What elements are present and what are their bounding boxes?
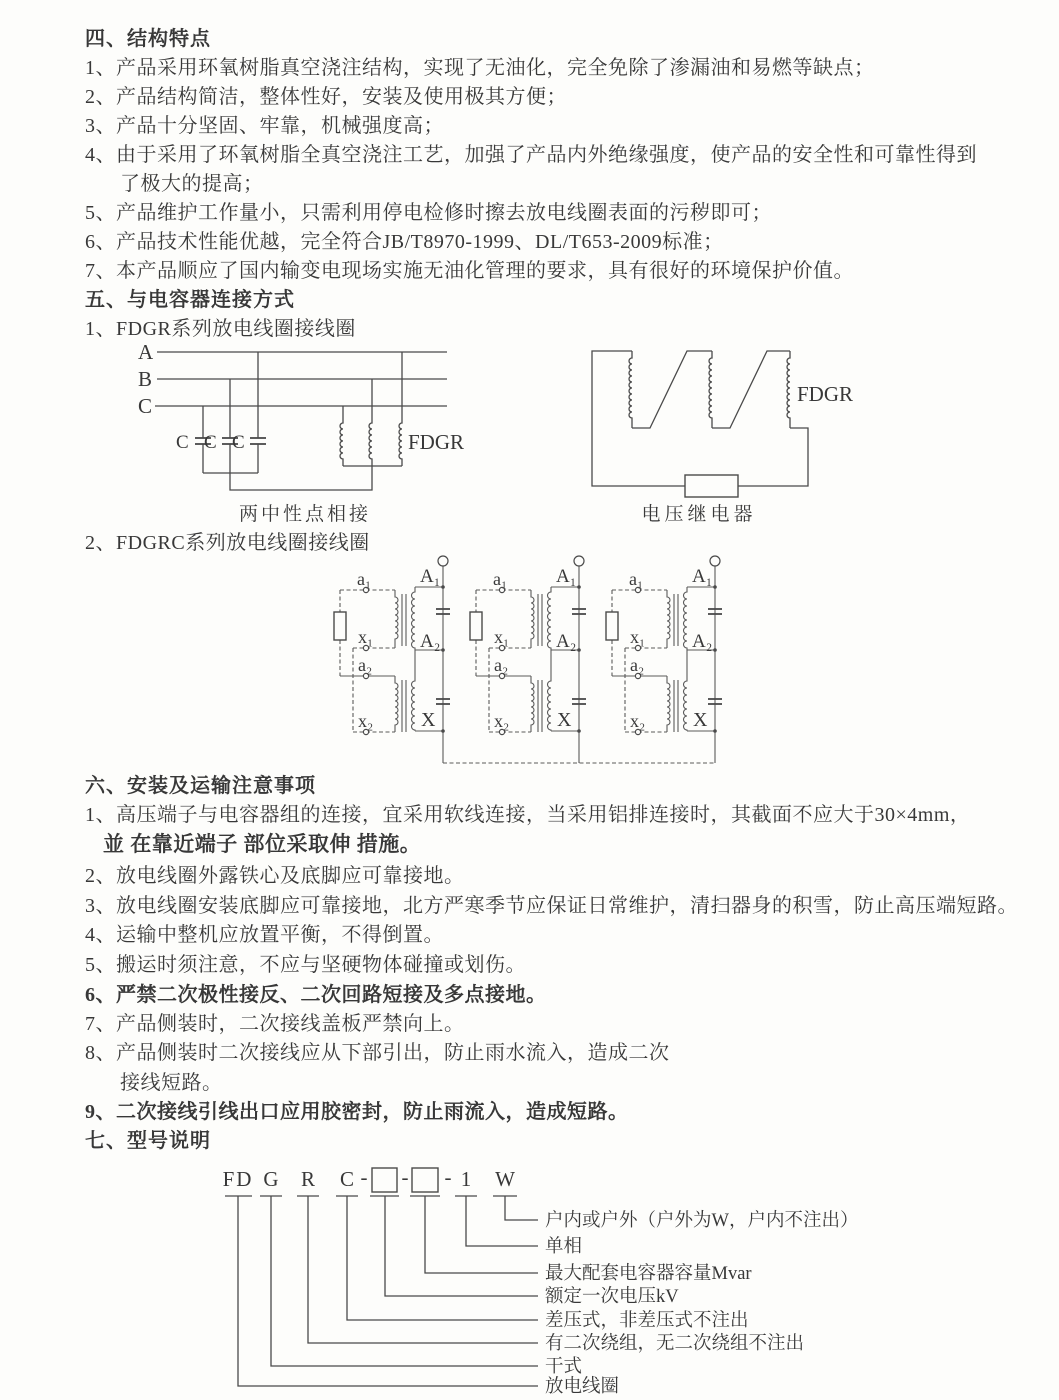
model-dash-2: -	[401, 1165, 409, 1189]
section7-heading: 七、型号说明	[85, 1130, 211, 1152]
s6-item-8-line2: 接线短路。	[120, 1072, 223, 1094]
model-blank-box-2	[412, 1168, 438, 1192]
phase-bus-lines	[155, 352, 447, 406]
section6-heading: 六、安装及运输注意事项	[85, 775, 316, 797]
open-delta-left-outline	[592, 351, 685, 486]
model-code-c: C	[339, 1167, 355, 1191]
model-leader-lines	[238, 1196, 538, 1386]
phase-c-label: C	[138, 394, 153, 418]
s6-item-5: 5、搬运时须注意，不应与坚硬物体碰撞或划伤。	[85, 954, 526, 976]
discharge-coil-branches	[340, 352, 402, 466]
s4-item-1: 1、产品采用环氧树脂真空浇注结构，实现了无油化，完全免除了渗漏油和易燃等缺点；	[85, 57, 875, 79]
s6-item-8-line1: 8、产品侧装时二次接线应从下部引出，防止雨水流入，造成二次	[85, 1042, 670, 1064]
model-code-g: G	[263, 1167, 279, 1191]
neutral-link-caption: 两中性点相接	[238, 504, 372, 525]
model-code-fd: FD	[222, 1167, 254, 1191]
s4-item-2: 2、产品结构简洁，整体性好，安装及使用极其方便；	[85, 86, 567, 108]
capacitor-label-1: C	[176, 432, 189, 453]
model-label-single-phase: 单相	[545, 1237, 583, 1257]
model-label-dry-type: 干式	[545, 1357, 583, 1377]
model-label-max-capacity: 最大配套电容器容量Mvar	[545, 1264, 752, 1284]
s6-item-6: 6、严禁二次极性接反、二次回路短接及多点接地。	[85, 984, 547, 1006]
s6-item-1-line1: 1、高压端子与电容器组的连接，宜采用软线连接，当采用铝排连接时，其截面不应大于30×4mm，	[85, 804, 971, 826]
voltage-relay-box	[685, 475, 738, 497]
model-dash-3: -	[444, 1165, 452, 1189]
fdgr-wiring-diagram	[130, 338, 1010, 543]
section5-heading: 五、与电容器连接方式	[85, 289, 295, 311]
s6-item-1-line2: 並 在靠近端子 部位采取伸 措施。	[103, 832, 422, 856]
neutral-link-line	[230, 466, 372, 490]
voltage-relay-caption: 电压继电器	[641, 504, 757, 525]
model-label-rated-voltage: 额定一次电压kV	[545, 1287, 679, 1307]
s4-item-3: 3、产品十分坚固、牢靠，机械强度高；	[85, 115, 444, 137]
s6-item-4: 4、运输中整机应放置平衡，不得倒置。	[85, 924, 444, 946]
fdgrc-unit-2	[470, 556, 586, 763]
model-code-w: W	[495, 1167, 515, 1191]
delta-coil-3	[787, 351, 790, 428]
fdgr-label-right-diagram: FDGR	[797, 382, 854, 406]
model-code-r: R	[300, 1167, 316, 1191]
fdgr-open-delta-diagram	[592, 351, 853, 525]
s6-item-3: 3、放电线圈安装底脚应可靠接地，北方严寒季节应保证日常维护，清扫器身的积雪，防止高压端短路。	[85, 895, 1018, 917]
s4-item-7: 7、本产品顺应了国内输变电现场实施无油化管理的要求，具有很好的环境保护价值。	[85, 260, 854, 282]
model-label-discharge-coil: 放电线圈	[545, 1377, 620, 1397]
capacitor-label-3: C	[232, 432, 245, 453]
s6-item-7: 7、产品侧装时，二次接线盖板严禁向上。	[85, 1013, 465, 1035]
section4-heading: 四、结构特点	[85, 28, 211, 50]
open-delta-right-outline	[738, 428, 808, 486]
capacitor-label-2: C	[204, 432, 217, 453]
s4-item-6: 6、产品技术性能优越，完全符合JB/T8970-1999、DL/T653-2009标准；	[85, 231, 724, 253]
model-label-secondary-winding: 有二次绕组，无二次绕组不注出	[545, 1334, 805, 1354]
fdgrc-unit-1	[334, 556, 450, 763]
capacitor-branches	[176, 352, 266, 473]
fdgr-three-phase-diagram	[138, 340, 464, 525]
phase-b-label: B	[138, 367, 153, 391]
s6-item-2: 2、放电线圈外露铁心及底脚应可靠接地。	[85, 865, 465, 887]
delta-link-2	[712, 351, 790, 428]
s4-item-5: 5、产品维护工作量小，只需利用停电检修时擦去放电线圈表面的污秽即可；	[85, 202, 772, 224]
model-code-1: 1	[460, 1167, 472, 1191]
model-designation-diagram	[200, 1158, 940, 1400]
s5-item-2: 2、FDGRC系列放电线圈接线圈	[85, 532, 370, 554]
fdgrc-unit-3	[606, 556, 722, 763]
phase-a-label: A	[138, 340, 154, 364]
s5-item-1: 1、FDGR系列放电线圈接线圈	[85, 318, 356, 340]
model-label-indoor-outdoor: 户内或户外（户外为W，户内不注出）	[545, 1211, 859, 1231]
model-label-column	[545, 1210, 858, 1397]
fdgrc-wiring-diagram	[320, 548, 765, 778]
model-code-row	[223, 1165, 517, 1196]
s4-item-4-line1: 4、由于采用了环氧树脂全真空浇注工艺，加强了产品内外绝缘强度，使产品的安全性和可靠性得到	[85, 144, 977, 166]
model-dash-1: -	[360, 1165, 368, 1189]
model-label-differential: 差压式，非差压式不注出	[545, 1311, 749, 1331]
delta-link-1	[632, 351, 712, 428]
delta-coil-1	[629, 351, 632, 428]
s4-item-4-line2: 了极大的提高；	[120, 173, 264, 195]
s6-item-9: 9、二次接线引线出口应用胶密封，防止雨流入，造成短路。	[85, 1101, 629, 1123]
model-blank-box-1	[372, 1168, 397, 1192]
delta-coil-2	[709, 351, 712, 428]
fdgr-label-left-diagram: FDGR	[408, 430, 465, 454]
